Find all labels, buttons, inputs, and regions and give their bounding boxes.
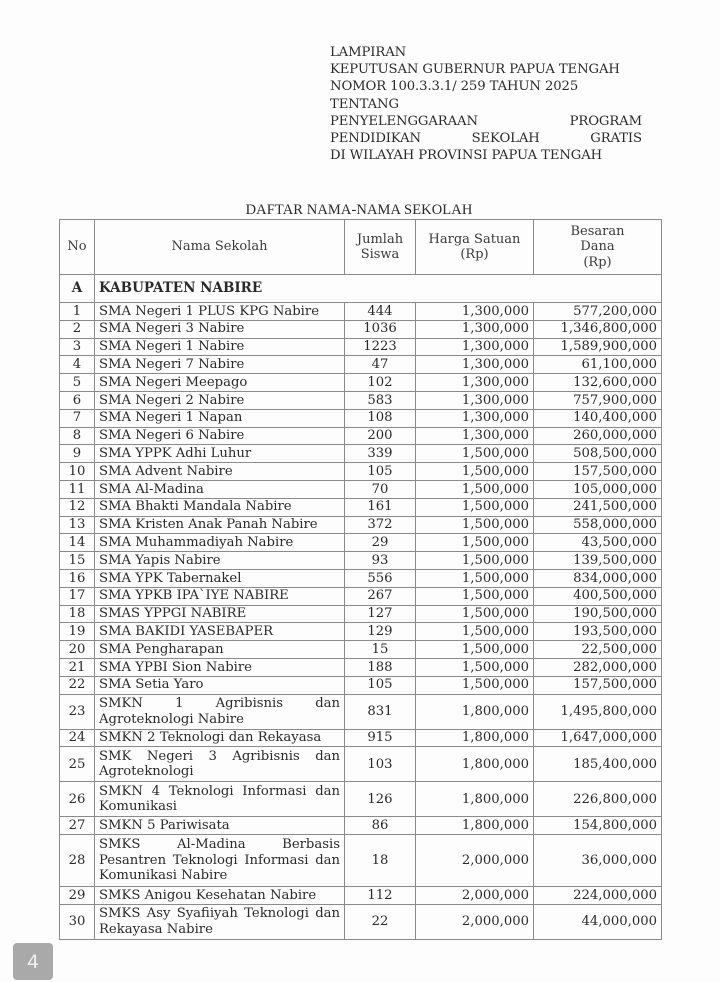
row-no: 9: [60, 445, 95, 463]
row-jumlah-siswa: 105: [345, 676, 416, 694]
row-no: 30: [60, 904, 95, 939]
row-school-name: SMA Al-Madina: [95, 480, 345, 498]
row-school-name: SMA Setia Yaro: [95, 676, 345, 694]
row-no: 23: [60, 694, 95, 729]
row-school-name: SMKN 1 Agribisnis dan Agroteknologi Nabire: [95, 694, 345, 729]
row-besaran-dana: 400,500,000: [534, 587, 662, 605]
header-line: [330, 130, 642, 147]
table-row: [60, 569, 662, 587]
row-besaran-dana: 260,000,000: [534, 427, 662, 445]
row-jumlah-siswa: 15: [345, 641, 416, 659]
row-jumlah-siswa: 188: [345, 658, 416, 676]
row-school-name: SMA Muhammadiyah Nabire: [95, 534, 345, 552]
row-besaran-dana: 157,500,000: [534, 463, 662, 481]
row-no: 22: [60, 676, 95, 694]
row-harga-satuan: 1,300,000: [416, 409, 534, 427]
row-school-name: SMA YPPK Adhi Luhur: [95, 445, 345, 463]
table-row: [60, 694, 662, 729]
row-no: 12: [60, 498, 95, 516]
row-school-name: SMA Negeri 1 Napan: [95, 409, 345, 427]
row-besaran-dana: 1,495,800,000: [534, 694, 662, 729]
row-jumlah-siswa: 93: [345, 552, 416, 570]
row-no: 14: [60, 534, 95, 552]
col-dana-header: Besaran Dana (Rp): [534, 220, 662, 275]
group-row: [60, 275, 662, 303]
row-besaran-dana: 43,500,000: [534, 534, 662, 552]
lampiran-header: [330, 44, 642, 164]
col-name-header: Nama Sekolah: [95, 220, 345, 275]
row-jumlah-siswa: 339: [345, 445, 416, 463]
header-word: PENYELENGGARAAN: [330, 113, 478, 129]
row-school-name: SMA Pengharapan: [95, 641, 345, 659]
table-row: [60, 391, 662, 409]
row-harga-satuan: 1,500,000: [416, 480, 534, 498]
row-jumlah-siswa: 267: [345, 587, 416, 605]
row-jumlah-siswa: 200: [345, 427, 416, 445]
table-row: [60, 605, 662, 623]
row-no: 10: [60, 463, 95, 481]
row-besaran-dana: 757,900,000: [534, 391, 662, 409]
row-harga-satuan: 1,300,000: [416, 303, 534, 321]
row-school-name: SMKN 2 Teknologi dan Rekayasa: [95, 729, 345, 747]
table-title: DAFTAR NAMA-NAMA SEKOLAH: [245, 202, 473, 218]
row-school-name: SMA Yapis Nabire: [95, 552, 345, 570]
table-row: [60, 835, 662, 887]
row-school-name: SMA Negeri 6 Nabire: [95, 427, 345, 445]
row-no: 28: [60, 835, 95, 887]
table-row: [60, 904, 662, 939]
row-jumlah-siswa: 372: [345, 516, 416, 534]
row-school-name: SMKS Anigou Kesehatan Nabire: [95, 887, 345, 905]
table-row: [60, 320, 662, 338]
row-no: 3: [60, 338, 95, 356]
table-row: [60, 587, 662, 605]
table-row: [60, 747, 662, 782]
header-word: PROGRAM: [569, 113, 642, 129]
table-row: [60, 552, 662, 570]
header-word: GRATIS: [590, 131, 642, 147]
row-besaran-dana: 132,600,000: [534, 374, 662, 392]
col-jumlah-header: Jumlah Siswa: [345, 220, 416, 275]
row-harga-satuan: 1,500,000: [416, 623, 534, 641]
row-harga-satuan: 1,300,000: [416, 356, 534, 374]
row-jumlah-siswa: 103: [345, 747, 416, 782]
row-harga-satuan: 1,300,000: [416, 320, 534, 338]
row-jumlah-siswa: 112: [345, 887, 416, 905]
table-row: [60, 498, 662, 516]
table-row: [60, 676, 662, 694]
row-besaran-dana: 154,800,000: [534, 817, 662, 835]
row-no: 21: [60, 658, 95, 676]
row-besaran-dana: 140,400,000: [534, 409, 662, 427]
row-jumlah-siswa: 161: [345, 498, 416, 516]
row-harga-satuan: 1,800,000: [416, 729, 534, 747]
page-number-badge[interactable]: 4: [13, 943, 53, 980]
row-jumlah-siswa: 70: [345, 480, 416, 498]
row-harga-satuan: 1,500,000: [416, 516, 534, 534]
row-school-name: SMA Kristen Anak Panah Nabire: [95, 516, 345, 534]
table-row: [60, 338, 662, 356]
row-besaran-dana: 558,000,000: [534, 516, 662, 534]
table-row: [60, 374, 662, 392]
row-no: 8: [60, 427, 95, 445]
row-jumlah-siswa: 108: [345, 409, 416, 427]
row-school-name: SMA Negeri 1 Nabire: [95, 338, 345, 356]
row-besaran-dana: 1,346,800,000: [534, 320, 662, 338]
row-school-name: SMA Negeri Meepago: [95, 374, 345, 392]
row-jumlah-siswa: 556: [345, 569, 416, 587]
row-harga-satuan: 1,800,000: [416, 694, 534, 729]
row-school-name: SMK Negeri 3 Agribisnis dan Agroteknologi: [95, 747, 345, 782]
row-harga-satuan: 1,800,000: [416, 817, 534, 835]
row-besaran-dana: 226,800,000: [534, 782, 662, 817]
table-row: [60, 534, 662, 552]
table-row: [60, 409, 662, 427]
row-besaran-dana: 241,500,000: [534, 498, 662, 516]
row-harga-satuan: 1,500,000: [416, 569, 534, 587]
row-school-name: SMA Negeri 1 PLUS KPG Nabire: [95, 303, 345, 321]
row-school-name: SMA YPKB IPA`IYE NABIRE: [95, 587, 345, 605]
row-no: 1: [60, 303, 95, 321]
row-harga-satuan: 1,800,000: [416, 782, 534, 817]
row-school-name: SMA Negeri 7 Nabire: [95, 356, 345, 374]
row-harga-satuan: 1,300,000: [416, 391, 534, 409]
row-no: 19: [60, 623, 95, 641]
header-line: TENTANG: [330, 96, 399, 112]
header-line: DI WILAYAH PROVINSI PAPUA TENGAH: [330, 148, 603, 164]
row-harga-satuan: 2,000,000: [416, 835, 534, 887]
row-harga-satuan: 1,500,000: [416, 534, 534, 552]
row-harga-satuan: 1,500,000: [416, 552, 534, 570]
row-harga-satuan: 1,300,000: [416, 374, 534, 392]
row-school-name: SMA YPK Tabernakel: [95, 569, 345, 587]
row-besaran-dana: 36,000,000: [534, 835, 662, 887]
row-besaran-dana: 834,000,000: [534, 569, 662, 587]
row-no: 26: [60, 782, 95, 817]
row-no: 18: [60, 605, 95, 623]
row-jumlah-siswa: 1223: [345, 338, 416, 356]
row-no: 17: [60, 587, 95, 605]
table-row: [60, 729, 662, 747]
row-school-name: SMA Negeri 2 Nabire: [95, 391, 345, 409]
row-harga-satuan: 1,500,000: [416, 498, 534, 516]
row-school-name: SMKN 5 Pariwisata: [95, 817, 345, 835]
row-harga-satuan: 1,500,000: [416, 463, 534, 481]
row-no: 29: [60, 887, 95, 905]
row-besaran-dana: 508,500,000: [534, 445, 662, 463]
row-jumlah-siswa: 915: [345, 729, 416, 747]
row-besaran-dana: 157,500,000: [534, 676, 662, 694]
row-no: 24: [60, 729, 95, 747]
row-jumlah-siswa: 444: [345, 303, 416, 321]
row-harga-satuan: 2,000,000: [416, 887, 534, 905]
row-harga-satuan: 1,500,000: [416, 445, 534, 463]
row-school-name: SMKN 4 Teknologi Informasi dan Komunikasi: [95, 782, 345, 817]
row-school-name: SMA Bhakti Mandala Nabire: [95, 498, 345, 516]
row-no: 27: [60, 817, 95, 835]
row-no: 4: [60, 356, 95, 374]
row-harga-satuan: 1,300,000: [416, 427, 534, 445]
row-besaran-dana: 1,589,900,000: [534, 338, 662, 356]
row-besaran-dana: 44,000,000: [534, 904, 662, 939]
row-no: 6: [60, 391, 95, 409]
table-row: [60, 817, 662, 835]
header-line: [330, 113, 642, 130]
row-school-name: SMA Negeri 3 Nabire: [95, 320, 345, 338]
row-jumlah-siswa: 129: [345, 623, 416, 641]
row-harga-satuan: 1,500,000: [416, 605, 534, 623]
row-harga-satuan: 1,500,000: [416, 658, 534, 676]
row-jumlah-siswa: 831: [345, 694, 416, 729]
row-jumlah-siswa: 583: [345, 391, 416, 409]
row-jumlah-siswa: 1036: [345, 320, 416, 338]
table-row: [60, 356, 662, 374]
group-code: A: [60, 275, 95, 303]
table-row: [60, 463, 662, 481]
row-jumlah-siswa: 29: [345, 534, 416, 552]
row-besaran-dana: 61,100,000: [534, 356, 662, 374]
row-no: 25: [60, 747, 95, 782]
row-school-name: SMKS Al-Madina Berbasis Pesantren Teknologi Informasi dan Komunikasi Nabire: [95, 835, 345, 887]
row-no: 7: [60, 409, 95, 427]
table-row: [60, 445, 662, 463]
row-besaran-dana: 22,500,000: [534, 641, 662, 659]
row-no: 15: [60, 552, 95, 570]
row-besaran-dana: 190,500,000: [534, 605, 662, 623]
row-jumlah-siswa: 102: [345, 374, 416, 392]
row-no: 5: [60, 374, 95, 392]
school-list-table: [59, 219, 662, 940]
table-row: [60, 658, 662, 676]
row-school-name: SMKS Asy Syafiiyah Teknologi dan Rekayasa Nabire: [95, 904, 345, 939]
row-school-name: SMA YPBI Sion Nabire: [95, 658, 345, 676]
row-besaran-dana: 105,000,000: [534, 480, 662, 498]
row-harga-satuan: 1,500,000: [416, 676, 534, 694]
row-jumlah-siswa: 105: [345, 463, 416, 481]
row-school-name: SMAS YPPGI NABIRE: [95, 605, 345, 623]
row-jumlah-siswa: 126: [345, 782, 416, 817]
row-harga-satuan: 1,300,000: [416, 338, 534, 356]
header-word: PENDIDIKAN: [330, 131, 421, 147]
row-school-name: SMA BAKIDI YASEBAPER: [95, 623, 345, 641]
row-besaran-dana: 193,500,000: [534, 623, 662, 641]
table-row: [60, 303, 662, 321]
table-row: [60, 516, 662, 534]
row-no: 13: [60, 516, 95, 534]
header-line: KEPUTUSAN GUBERNUR PAPUA TENGAH: [330, 62, 620, 78]
col-harga-header: Harga Satuan (Rp): [416, 220, 534, 275]
row-jumlah-siswa: 18: [345, 835, 416, 887]
row-harga-satuan: 1,500,000: [416, 641, 534, 659]
row-besaran-dana: 224,000,000: [534, 887, 662, 905]
row-jumlah-siswa: 47: [345, 356, 416, 374]
row-besaran-dana: 577,200,000: [534, 303, 662, 321]
table-row: [60, 623, 662, 641]
table-row: [60, 782, 662, 817]
table-row: [60, 887, 662, 905]
table-row: [60, 641, 662, 659]
row-school-name: SMA Advent Nabire: [95, 463, 345, 481]
row-harga-satuan: 1,800,000: [416, 747, 534, 782]
table-body: [60, 275, 662, 940]
row-besaran-dana: 282,000,000: [534, 658, 662, 676]
row-no: 20: [60, 641, 95, 659]
header-line: NOMOR 100.3.3.1/ 259 TAHUN 2025: [330, 79, 579, 95]
row-besaran-dana: 1,647,000,000: [534, 729, 662, 747]
row-jumlah-siswa: 127: [345, 605, 416, 623]
table-header-row: [60, 220, 662, 275]
row-jumlah-siswa: 86: [345, 817, 416, 835]
row-no: 16: [60, 569, 95, 587]
table-row: [60, 480, 662, 498]
row-harga-satuan: 1,500,000: [416, 587, 534, 605]
col-no-header: No: [60, 220, 95, 275]
row-no: 2: [60, 320, 95, 338]
row-besaran-dana: 139,500,000: [534, 552, 662, 570]
row-no: 11: [60, 480, 95, 498]
row-harga-satuan: 2,000,000: [416, 904, 534, 939]
header-word: SEKOLAH: [471, 131, 540, 147]
table-row: [60, 427, 662, 445]
row-jumlah-siswa: 22: [345, 904, 416, 939]
row-besaran-dana: 185,400,000: [534, 747, 662, 782]
header-line: LAMPIRAN: [330, 45, 407, 60]
group-name: KABUPATEN NABIRE: [95, 275, 662, 303]
